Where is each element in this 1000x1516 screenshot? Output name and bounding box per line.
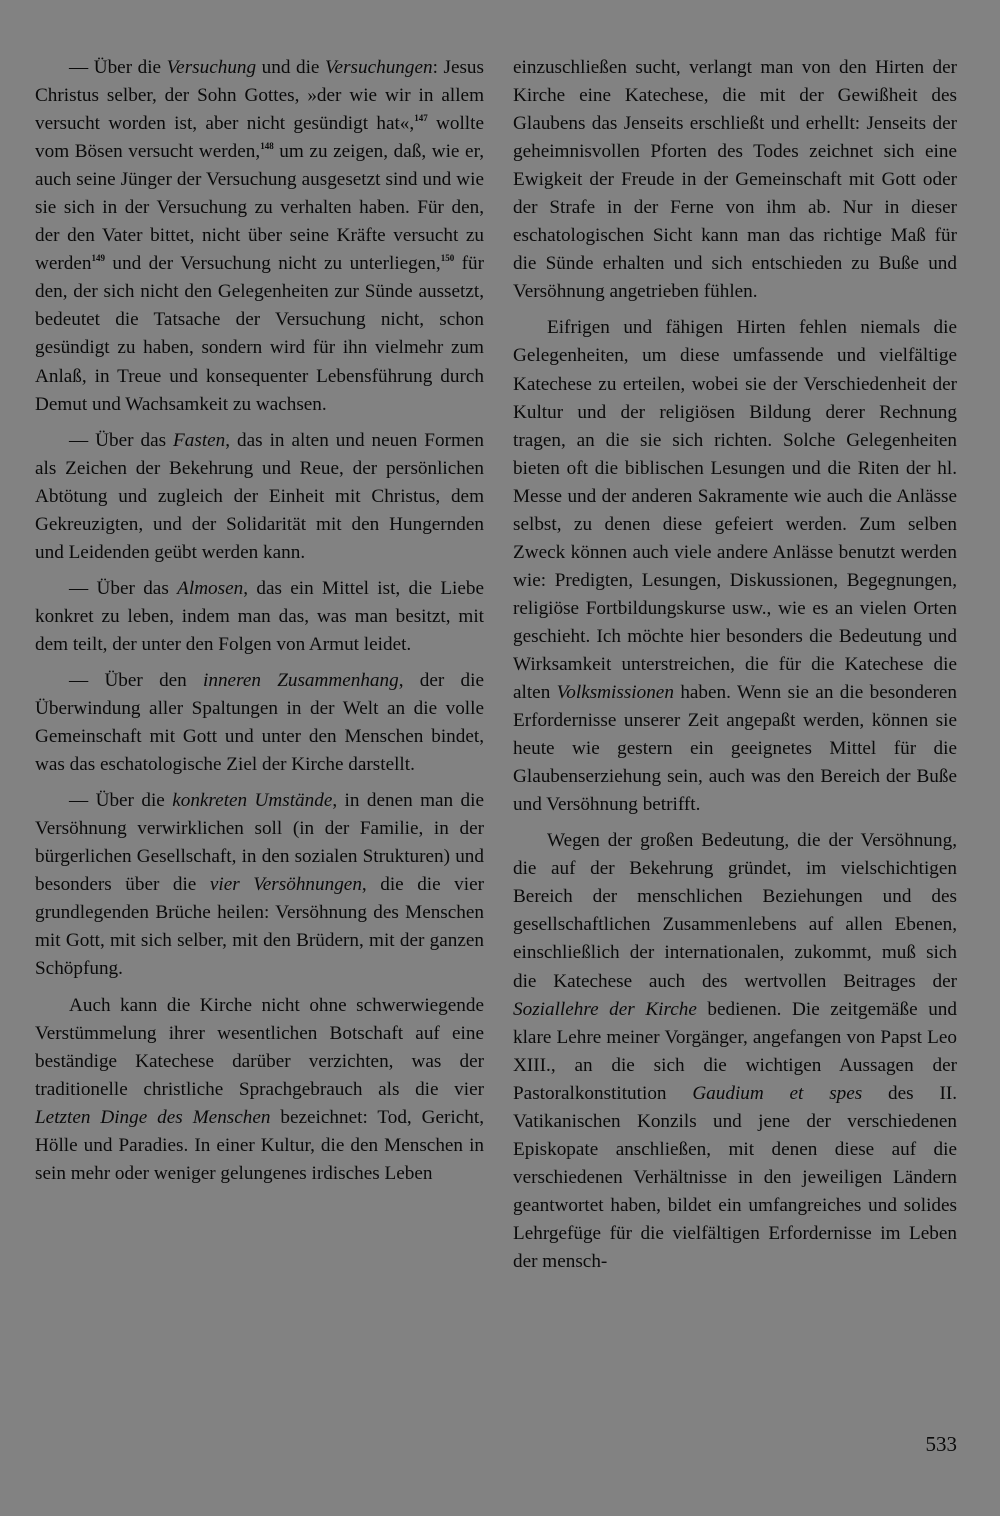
right-column [513, 54, 957, 1276]
text-run: Eifrigen und fähigen Hirten fehlen niemals die Gelegenheiten, um diese umfassende und vielfältige Katechese zu erteilen, wobei sie der Verschiedenheit der Kultur und der religiösen Bildung derer Rechnung tragen, an die sie sich richten. Solche Gelegenheiten bieten oft die biblischen Lesungen und die Riten der hl. Messe und der anderen Sakramente wie auch die Anlässe selbst, zu denen diese gefeiert werden. Zum selben Zweck können auch viele andere Anlässe benutzt werden wie: Predigten, Lesungen, Diskussionen, Begegnungen, religiöse Fortbildungskurse usw., wie es an vielen Orten geschieht. Ich möchte hier besonders die Bedeutung und Wirksamkeit unterstreichen, die für die Katechese die alten [513, 317, 957, 704]
footnote-ref: 148 [260, 141, 274, 152]
text-run: Auch kann die Kirche nicht ohne schwerwiegende Verstümmelung ihrer wesentlichen Botschaft auf eine beständige Katechese darüber verzichten, was der traditionelle christliche Sprachgebrauch als die vier [35, 994, 484, 1100]
paragraph [35, 575, 484, 659]
text-run: haben. Wenn sie an die besonderen Erfordernisse unserer Zeit angepaßt werden, können sie heute wie gestern ein geeignetes Mittel für die Glaubenserziehung sein, auch was den Bereich der Buße und Versöhnung betrifft. [513, 682, 957, 816]
footnote-ref: 150 [440, 253, 455, 264]
text-run: , das ein Mittel ist, die Liebe konkret zu leben, indem man das, was man besitzt, mit dem teilt, der unter den Folgen von Armut leidet. [35, 577, 485, 655]
text-run: , der die Überwindung aller Spaltungen in der Welt an die volle Gemeinschaft mit Gott und unter den Menschen bindet, was das eschatologische Ziel der Kirche darstellt. [35, 669, 484, 776]
text-run: für den, der sich nicht den Gelegenheiten zur Sünde aussetzt, bedeutet die Tatsache der Versuchung nicht, schon gesündigt zu haben, sondern wird für ihn vielmehr zum Anlaß, in Treue und konsequenter Lebensführung durch Demut und Wachsamkeit zu wachsen. [35, 253, 484, 415]
text-run: um zu zeigen, daß, wie er, auch seine Jünger der Versuchung ausgesetzt sind und wie sie sich in der Versuchung zu verhalten haben. Für den, der den Vater bittet, nicht über seine Kräfte versucht zu werden [35, 141, 484, 275]
text-run: , das in alten und neuen Formen als Zeichen der Bekehrung und Reue, der persönlichen Abtötung und zugleich der Einheit mit Christus, dem Gekreuzigten, und der Solidarität mit den Hungernden und Leidenden geübt werden kann. [35, 429, 484, 563]
left-column [35, 54, 484, 1188]
text-run: — Über den [69, 669, 204, 691]
paragraph [513, 54, 957, 306]
paragraph [513, 314, 957, 819]
text-run: bedienen. Die zeitgemäße und klare Lehre meiner Vorgänger, angefangen von Papst Leo XIII., an die sich die wichtigen Aussagen der Pastoralkonstitution [513, 998, 957, 1104]
emphasis: Fasten [173, 429, 226, 451]
text-run: Wegen der großen Bedeutung, die der Versöhnung, die auf der Bekehrung gründet, im vielschichtigen Bereich der menschlichen Beziehungen und des gesellschaftlichen Zusammenlebens auf allen Ebenen, einschließlich der internationalen, zukommt, muß sich die Katechese auch des wertvollen Beitrages der [513, 830, 957, 992]
emphasis: Almosen [177, 577, 244, 599]
paragraph [35, 787, 484, 983]
text-run: einzuschließen sucht, verlangt man von den Hirten der Kirche eine Katechese, die mit der Gewißheit des Glaubens das Jenseits erschließt und erhellt: Jenseits der geheimnisvollen Pforten des Todes zeichnet sich eine Ewigkeit der Freude in der Gemeinschaft mit Gott oder der Strafe in der Ferne von ihm ab. Nur in dieser eschatologischen Sicht kann man das richtige Maß für die Sünde erhalten und sich entschieden zu Buße und Versöhnung angetrieben fühlen. [513, 57, 957, 303]
footnote-ref: 147 [414, 113, 428, 124]
emphasis: Versuchungen [324, 57, 433, 78]
text-run: , die die vier grundlegenden Brüche heilen: Versöhnung des Menschen mit Gott, mit sich selber, mit den Brüdern, mit der ganzen Schöpfung. [35, 874, 484, 980]
text-run: : Jesus Christus selber, der Sohn Gottes, »der wie wir in allem versucht worden ist, aber nicht gesündigt hat«, [35, 57, 484, 135]
text-run: — Über das [69, 429, 174, 451]
paragraph [35, 667, 484, 779]
text-run: — Über die [69, 57, 167, 78]
text-run: und die [256, 57, 325, 78]
emphasis: vier Versöhnungen [209, 874, 362, 896]
paragraph [513, 827, 957, 1276]
text-run: — Über das [69, 577, 178, 599]
emphasis: Versuchung [166, 57, 257, 78]
page-number: 533 [925, 1432, 957, 1456]
paragraph [35, 992, 484, 1188]
emphasis: Gaudium et spes [692, 1082, 863, 1104]
emphasis: Volksmissionen [556, 682, 674, 704]
text-run: des II. Vatikanischen Konzils und jene der verschiedenen Episkopate anschließen, mit denen diese auf die verschiedenen Verhältnisse in den jeweiligen Ländern geantwortet haben, bildet ein umfangreiches und solides Lehrgefüge für die vielfältigen Erfordernisse im Leben der mensch- [513, 1082, 958, 1272]
text-run: und der Versuchung nicht zu unterliegen, [104, 253, 441, 275]
emphasis: Soziallehre der Kirche [513, 998, 697, 1020]
text-run: bezeichnet: Tod, Gericht, Hölle und Paradies. In einer Kultur, die den Menschen in sein mehr oder weniger gelungenes irdisches Leben [35, 1106, 484, 1184]
emphasis: Letzten Dinge des Menschen [35, 1106, 271, 1128]
text-run: , in denen man die Versöhnung verwirklichen soll (in der Familie, in der bürgerlichen Gesellschaft, in den sozialen Strukturen) und besonders über die [35, 790, 484, 896]
paragraph [35, 54, 484, 419]
emphasis: inneren Zusammenhang [203, 669, 399, 691]
emphasis: konkreten Umstände [172, 790, 333, 812]
footnote-ref: 149 [91, 253, 105, 264]
text-run: wollte vom Bösen versucht werden, [35, 113, 484, 163]
text-run: — Über die [69, 790, 173, 812]
paragraph [35, 427, 484, 567]
